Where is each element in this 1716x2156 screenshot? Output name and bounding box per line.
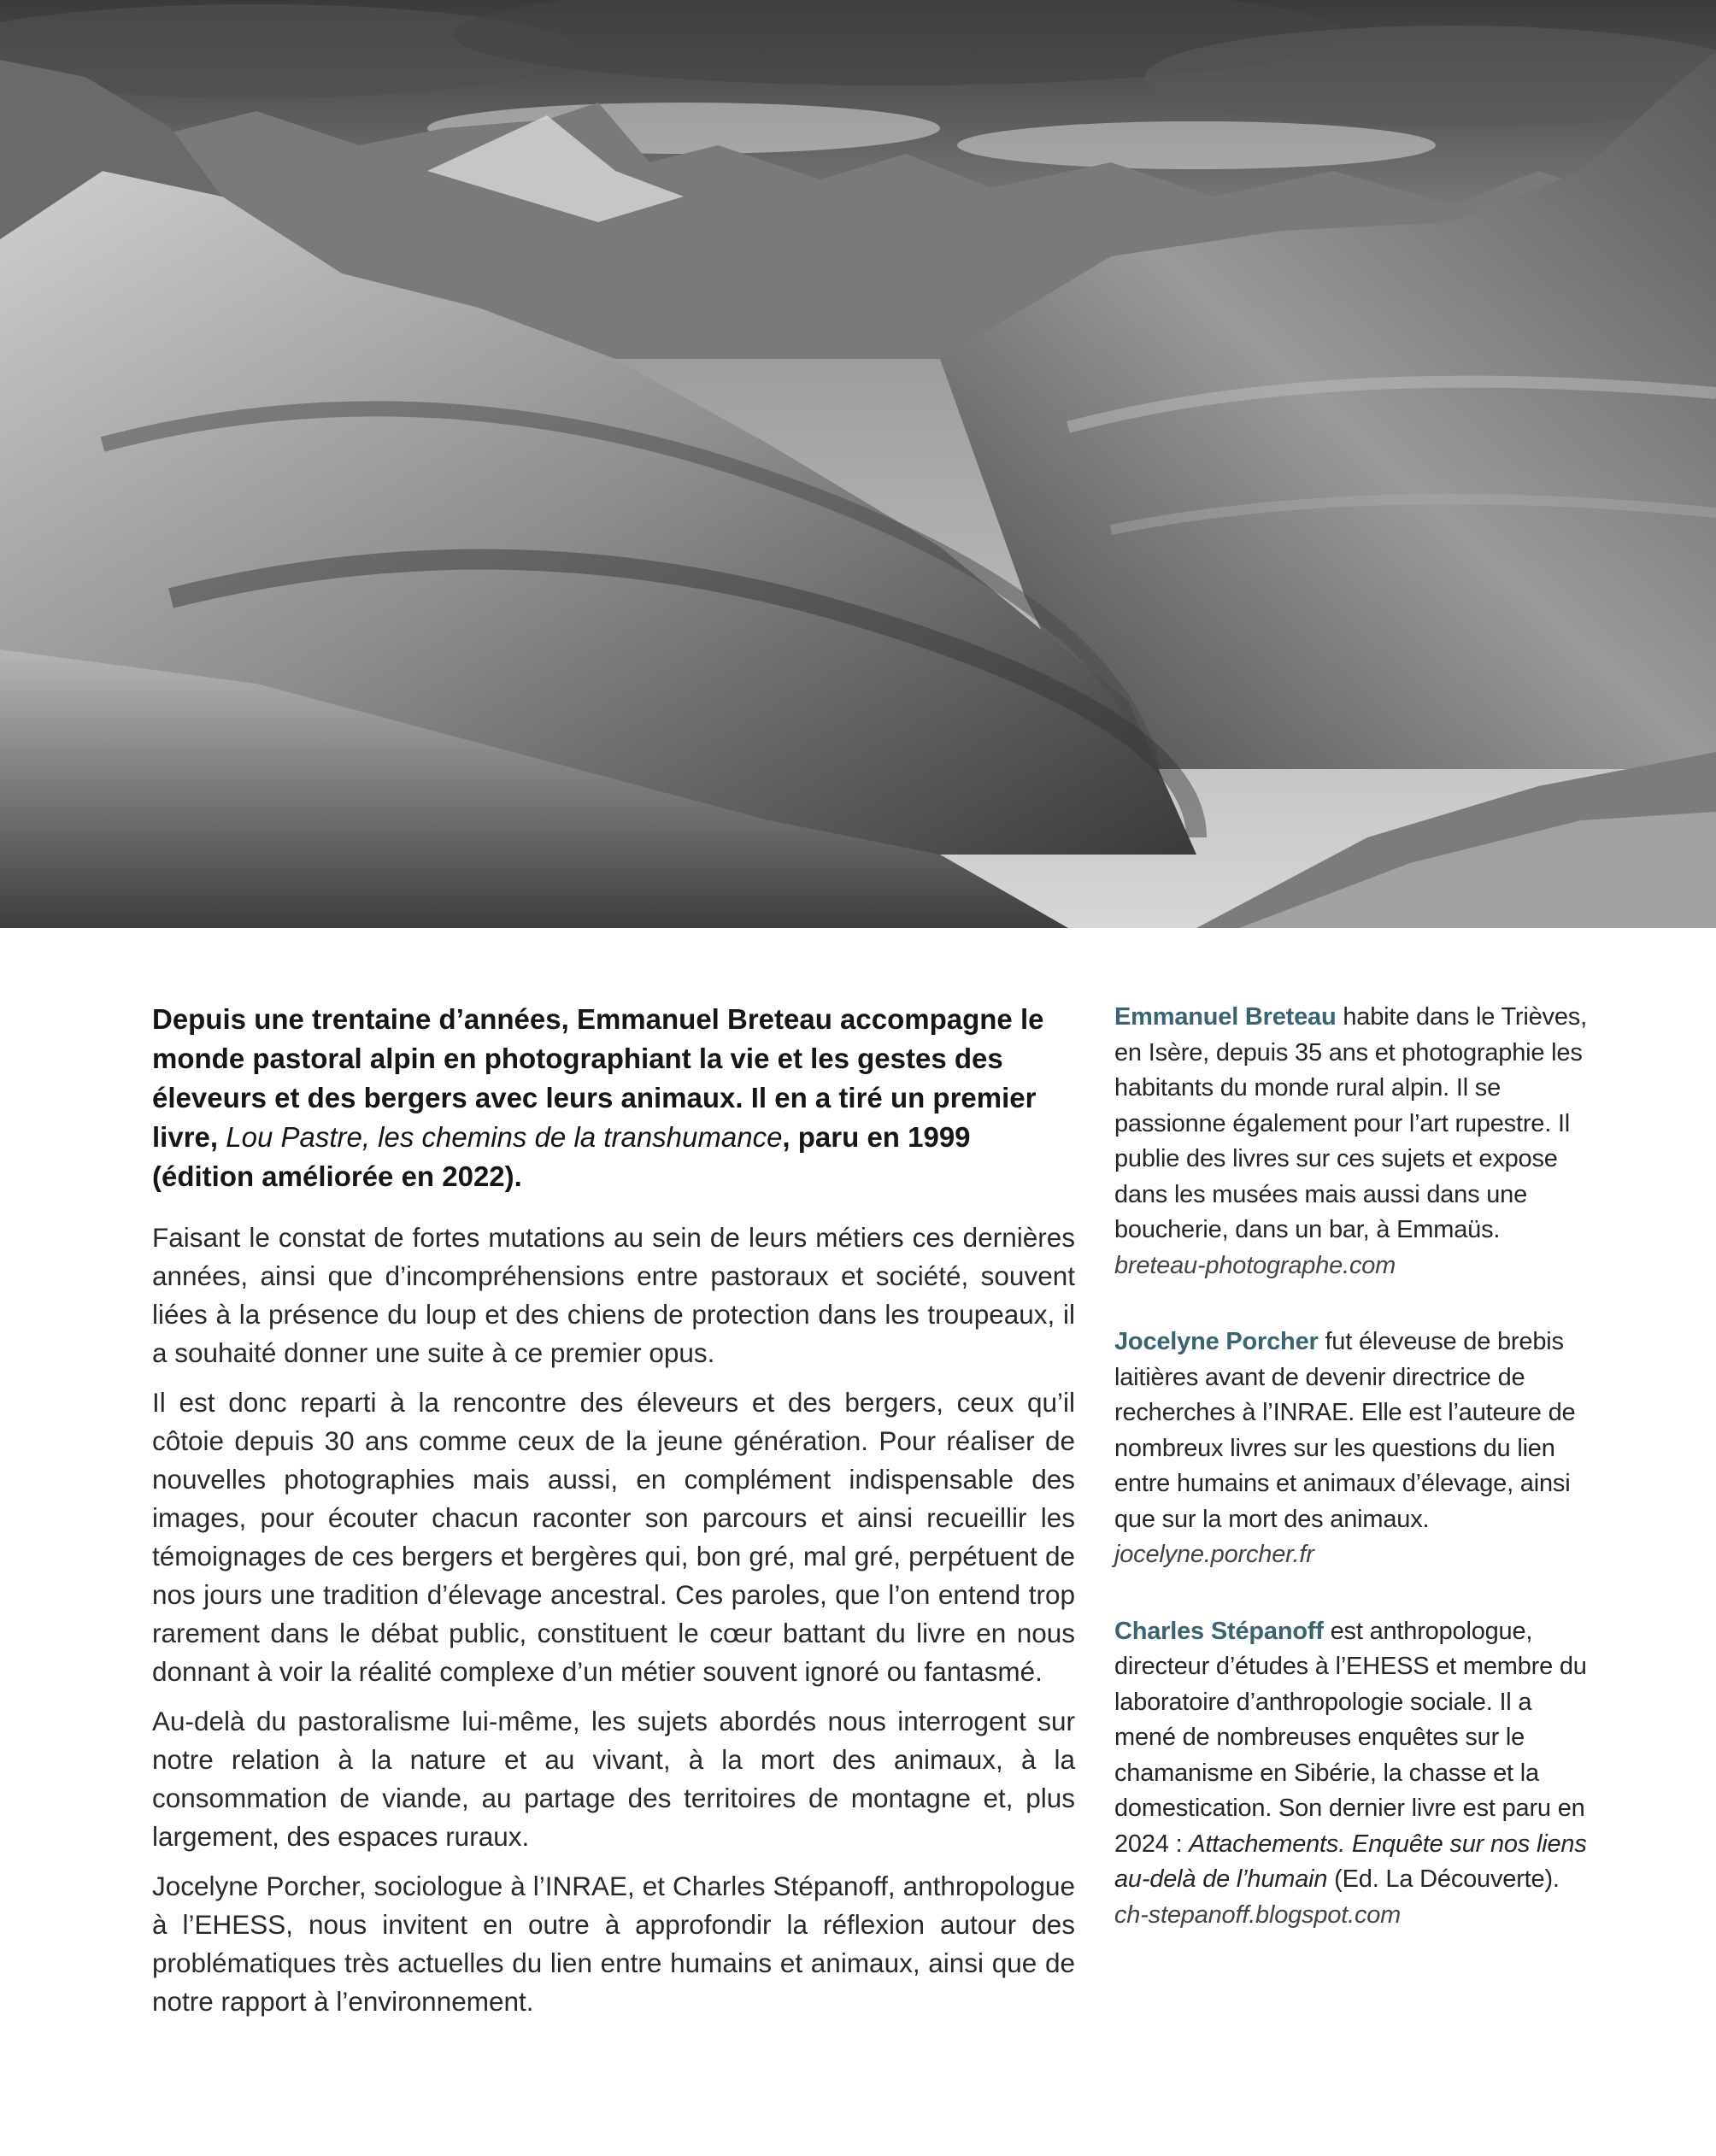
hero-photo bbox=[0, 0, 1716, 928]
bio-porcher bbox=[1114, 1325, 1593, 1573]
lead-paragraph bbox=[152, 1000, 1075, 1196]
author-name: Emmanuel Breteau bbox=[1114, 1003, 1337, 1031]
bio-text: est anthropologue, directeur d’études à l’EHESS et membre du laboratoire d’anthropologie sociale. Il a mené de nombreuses enquêtes sur le chamanisme en Sibérie, la chasse et la domestication. Son dernier livre est paru en 2024 : bbox=[1114, 1617, 1587, 1858]
website-link[interactable]: breteau-photographe.com bbox=[1114, 1251, 1396, 1279]
body-paragraph: Il est donc reparti à la rencontre des éleveurs et des bergers, ceux qu’il côtoie depuis 30 ans comme ceux de la jeune génération. Pour réaliser de nouvelles photographies mais aussi, en complément indispensable des images, pour écouter chacun raconter son parcours et ainsi recueillir les témoignages de ces bergers et bergères qui, bon gré, mal gré, perpétuent de nos jours une tradition d’élevage ancestral. Ces paroles, que l’on entend trop rarement dans le débat public, constituent le cœur battant du livre en nous donnant à voir la réalité complexe d’un métier souvent ignoré ou fantasmé. bbox=[152, 1387, 1075, 1687]
website-link[interactable]: jocelyne.porcher.fr bbox=[1114, 1541, 1314, 1568]
bio-text-end: (Ed. La Découverte). bbox=[1327, 1865, 1560, 1893]
author-bios bbox=[1114, 1000, 1593, 1974]
book-title: Attachements. Enquête sur nos liens au-delà de l’humain bbox=[1114, 1830, 1587, 1893]
body-paragraph: Au-delà du pastoralisme lui-même, les sujets abordés nous interrogent sur notre relation à la nature et au vivant, à la mort des animaux, à la consommation de viande, au partage des territoires de montagne et, plus largement, des espaces ruraux. bbox=[152, 1706, 1075, 1852]
bio-text: habite dans le Trièves, en Isère, depuis 35 ans et photographie les habitants du monde rural alpin. Il se passionne également pour l’art rupestre. Il publie des livres sur ces sujets et expose dans les musées mais aussi dans une boucherie, dans un bar, à Emmaüs. bbox=[1114, 1003, 1587, 1243]
lead-text: Depuis une trentaine d’années, Emmanuel Breteau accompagne le monde pastoral alpin en photographiant la vie et les gestes des éleveurs et des bergers avec leurs animaux. Il en a tiré un premier livre, bbox=[152, 1003, 1044, 1153]
bio-stepanoff bbox=[1114, 1614, 1593, 1934]
lead-text-end: , paru en 1999 (édition améliorée en 2022). bbox=[152, 1121, 971, 1192]
website-link[interactable]: ch-stepanoff.blogspot.com bbox=[1114, 1900, 1402, 1929]
mountain-landscape-image bbox=[0, 0, 1716, 928]
body-paragraph: Faisant le constat de fortes mutations au sein de leurs métiers ces dernières années, ainsi que d’incompréhensions entre pastoraux et société, souvent liées à la présence du loup et des chiens de protection dans les troupeaux, il a souhaité donner une suite à ce premier opus. bbox=[152, 1222, 1075, 1368]
book-title: Lou Pastre, les chemins de la transhumance bbox=[226, 1121, 783, 1153]
body-paragraph: Jocelyne Porcher, sociologue à l’INRAE, et Charles Stépanoff, anthropologue à l’EHESS, nous invitent en outre à approfondir la réflexion autour des problématiques très actuelles du lien entre humains et animaux, ainsi que de notre rapport à l’environnement. bbox=[152, 1871, 1075, 2017]
bio-text: fut éleveuse de brebis laitières avant de devenir directrice de recherches à l’INRAE. Elle est l’auteure de nombreux livres sur les questions du lien entre humains et animaux d’élevage, ainsi que sur la mort des animaux. bbox=[1114, 1328, 1576, 1533]
main-column bbox=[152, 1000, 1075, 2032]
bio-breteau bbox=[1114, 1000, 1593, 1284]
author-name: Charles Stépanoff bbox=[1114, 1617, 1324, 1645]
author-name: Jocelyne Porcher bbox=[1114, 1328, 1319, 1355]
